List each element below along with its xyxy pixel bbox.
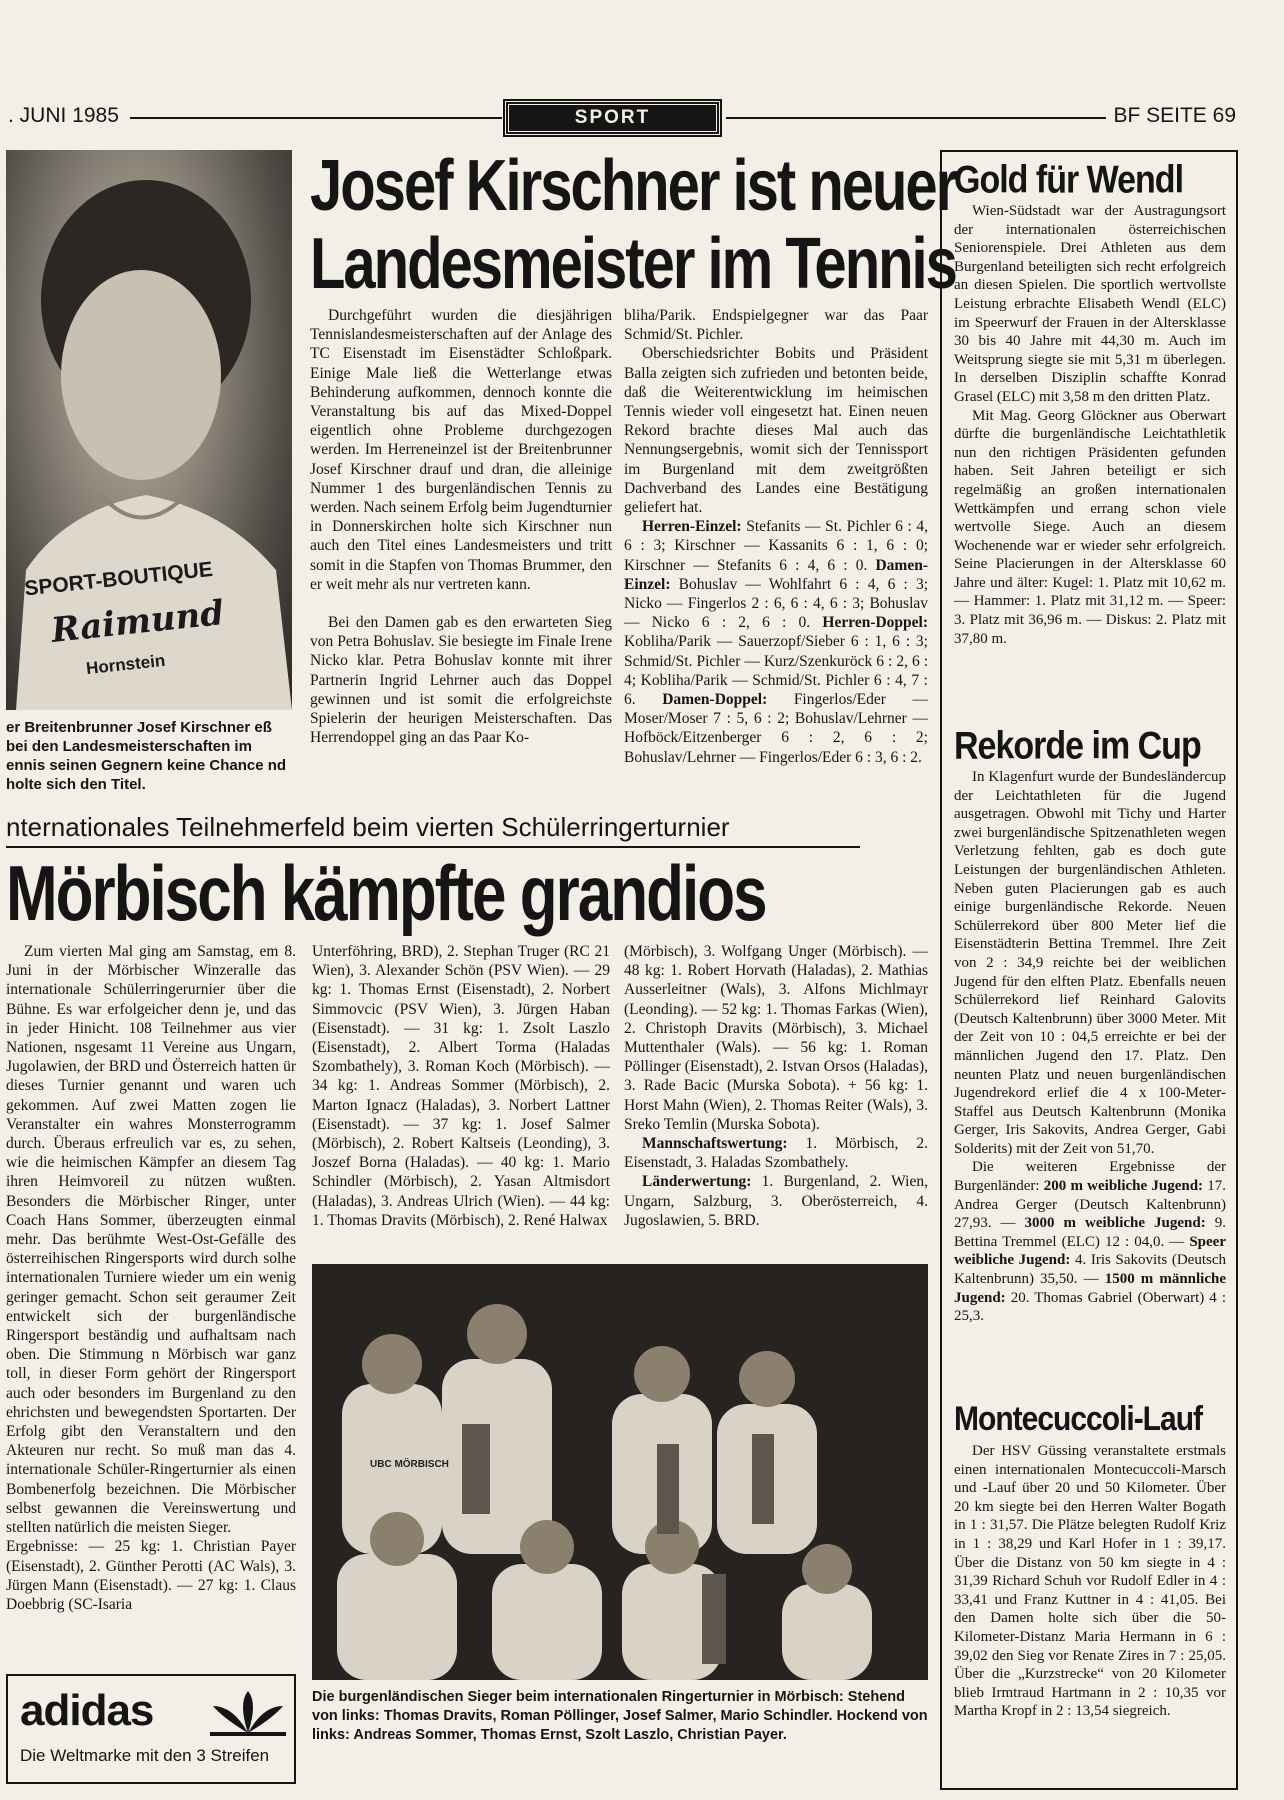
sidebar-montecuccoli-text bbox=[954, 1442, 1226, 1721]
head-8 bbox=[802, 1544, 852, 1594]
header-rule-left bbox=[130, 117, 502, 119]
head-6 bbox=[520, 1520, 574, 1574]
issue-date: . JUNI 1985 bbox=[8, 104, 119, 127]
wrestler-kneeling-1 bbox=[337, 1554, 457, 1680]
head-1 bbox=[362, 1334, 422, 1394]
sidebar-headline-gold: Gold für Wendl bbox=[954, 158, 1184, 202]
tennis-headline-1: Josef Kirschner ist neuer bbox=[310, 145, 957, 227]
adidas-tagline: Die Weltmarke mit den 3 Streifen bbox=[20, 1746, 270, 1765]
result-damen-einzel: Bohuslav — Wohlfahrt 6 : 4, 6 : 3; Nicko — Fingerlos 2 : 6, 6 : 4, 6 : 3; Bohuslav — Nicko 6 : 2, 6 : 0. bbox=[624, 575, 929, 632]
result-herren-einzel: Stefanits — St. Pichler 6 : 4, 6 : 3; Kirschner — Kassanits 6 : 1, 6 : 0; Kirschner — Stefanits 6 : 4, 6 : 0. bbox=[624, 518, 929, 574]
trophy-3 bbox=[752, 1434, 774, 1524]
head-5 bbox=[370, 1512, 424, 1566]
country-ranking-label: Länderwertung: bbox=[642, 1173, 752, 1191]
sidebar-gold-p2: Mit Mag. Georg Glöckner aus Oberwart dürfte die burgenländische Leichtathletik nun den richtigen Präsidenten gefunden haben. Seit Jahren beteiligt er sich regelmäßig an großen internationalen Wettkämpfen und errang schon viele wertvolle Siege. Auch an diesem Wochenende war er wieder sehr erfolgreich. Seine Placierungen in der Altersklasse 60 Jahre und älter: Kugel: 1. Platz mit 10,62 m. — Hammer: 1. Platz mit 31,12 m. — Speer: 3. Platz mit 36,96 m. — Diskus: 2. Platz mit 37,80 m. bbox=[954, 407, 1226, 647]
ringer-headline: Mörbisch kämpfte grandios bbox=[6, 851, 766, 938]
result-speer: 4. Iris Sakovits (Deutsch Kaltenbrunn) 35,50. — bbox=[954, 1252, 1226, 1288]
sidebar-rekorde-p2 bbox=[954, 1158, 1226, 1325]
sidebar-rekorde-text bbox=[954, 768, 1226, 1326]
result-1500m: 20. Thomas Gabriel (Oberwart) 4 : 25,3. bbox=[954, 1289, 1227, 1325]
result-1500m-label: 1500 m männliche Jugend: bbox=[954, 1271, 1227, 1306]
result-label-damen-einzel: Damen-Einzel: bbox=[624, 556, 928, 593]
result-3000m-label: 3000 m weibliche Jugend: bbox=[1024, 1215, 1206, 1232]
result-200m-label: 200 m weibliche Jugend: bbox=[1043, 1178, 1204, 1195]
result-label-herren-einzel: Herren-Einzel: bbox=[642, 518, 742, 536]
ringer-column-2 bbox=[312, 942, 610, 1230]
subhead-rule bbox=[6, 846, 860, 848]
results-intro: Die weiteren Ergebnisse der Burgenländer: bbox=[954, 1159, 1226, 1195]
tennis-player-photo bbox=[6, 150, 292, 710]
trophy-1 bbox=[462, 1424, 490, 1514]
team-ranking-label: Mannschaftswertung: bbox=[642, 1135, 788, 1153]
shirt-print-2: Raimund bbox=[49, 593, 226, 651]
section-label: SPORT bbox=[505, 101, 720, 135]
head-3 bbox=[634, 1346, 690, 1402]
tennis-column-2 bbox=[624, 306, 928, 767]
trophy-4 bbox=[702, 1574, 726, 1664]
team-ranking-value: 1. Mörbisch, 2. Eisenstadt, 3. Haladas Szombathely. bbox=[624, 1135, 929, 1172]
shirt-print-1: SPORT-BOUTIQUE bbox=[23, 557, 214, 601]
wrestlers-photo bbox=[312, 1264, 928, 1680]
result-label-herren-doppel: Herren-Doppel: bbox=[822, 614, 929, 632]
ringer-column-3 bbox=[624, 942, 928, 1230]
ringer-col3-text: (Mörbisch), 3. Wolfgang Unger (Mörbisch). — 48 kg: 1. Robert Horvath (Haladas), 2. Mathias Ausserleitner (Wals), 3. Alfons Michlmayr (Leonding). — 52 kg: 1. Thomas Farkas (Wien), 2. Christoph Dravits (Mörbisch), 3. Michael Muttenthaler (Wals). — 56 kg: 1. Roman Pöllinger (Eisenstadt), 2. Istvan Orsos (Haladas), 3. Rade Bacic (Murska Sobota). + 56 kg: 1. Horst Mahn (Wien), 2. Thomas Reiter (Wals), 3. Sreko Temlin (Murska Sobota). bbox=[624, 943, 928, 1133]
ringer-col1-results: Ergebnisse: — 25 kg: 1. Christian Payer (Eisenstadt), 2. Günther Perotti (AC Wals), 3. Jürgen Mann (Eisenstadt). — 27 kg: 1. Claus Doebbrig (SC-Isaria bbox=[6, 1538, 296, 1613]
result-label-damen-doppel: Damen-Doppel: bbox=[662, 691, 768, 709]
adidas-advertisement bbox=[6, 1674, 296, 1784]
ringer-subheadline: nternationales Teilnehmerfeld beim vierten Schülerringerturnier bbox=[6, 812, 730, 842]
ringer-col2-text: Unterföhring, BRD), 2. Stephan Truger (RC 21 Wien), 3. Alexander Schön (PSV Wien). — 29 kg: 1. Thomas Ernst (Eisenstadt), 2. Norbert Simmovcic (PSV Wien), 3. Jürgen Haban (Eisenstadt). — 31 kg: 1. Zsolt Laszlo (Eisenstadt), 2. Albert Torma (Haladas Szombathely), 3. Roman Koch (Mörbisch). — 34 kg: 1. Andreas Sommer (Mörbisch), 2. Marton Ignacz (Haladas), 3. Norbert Lattner (Eisenstadt). — 37 kg: 1. Josef Salmer (Mörbisch), 2. Robert Kaltseis (Leonding), 3. Joszef Borna (Haladas). — 40 kg: 1. Mario Schindler (Mörbisch), 2. Yasan Altmisdort (Haladas), 3. Andreas Ulrich (Wien). — 44 kg: 1. Thomas Dravits (Mörbisch), 2. René Halwax bbox=[312, 943, 610, 1229]
wrestler-kneeling-4 bbox=[782, 1584, 872, 1680]
tennis-col2-para1: bliha/Parik. Endspielgegner war das Paar Schmid/St. Pichler. bbox=[624, 307, 928, 344]
wrestler-kneeling-2 bbox=[492, 1564, 602, 1680]
sidebar-gold-p1: Wien-Südstadt war der Austragungsort der internationalen österreichischen Seniorenspiele. Drei Athleten aus dem Burgenland beteiligten sich recht erfolgreich an diesen Spielen. Die sportlich wertvollste Leistung erbrachte Elisabeth Wendl (ELC) im Speerwurf der Frauen in der Altersklasse 30 bis 40 Jahre mit 44,30 m. Auch im Weitsprung siegte sie mit 5,31 m überlegen. In derselben Disziplin schaffte Konrad Grasel (ELC) mit 3,58 m den dritten Platz. bbox=[954, 203, 1226, 405]
result-3000m: 9. Bettina Tremmel (ELC) 12 : 04,0. — bbox=[954, 1215, 1227, 1250]
wrestlers-photo-caption: Die burgenländischen Sieger beim internationalen Ringerturnier in Mörbisch: Stehend von links: Thomas Dravits, Roman Pöllinger, Josef Salmer, Mario Schindler. Hockend von links: Andreas Sommer, Thomas Ernst, Szolt Laszlo, Christian Payer. bbox=[312, 1689, 928, 1743]
head-4 bbox=[739, 1351, 795, 1407]
result-herren-doppel: Kobliha/Parik — Sauerzopf/Sieber 6 : 1, 6 : 3; Schmid/St. Pichler — Kurz/Szenkuröck 6 : 2, 6 : 4; Kobliha/Parik — Schmid/St. Pichler 6 : 4, 7 : 6. bbox=[624, 633, 928, 709]
wrestlers-group bbox=[312, 1264, 928, 1680]
ringer-col1-text: Zum vierten Mal ging am Samstag, em 8. Juni in der Mörbischer Winzeralle das internationale Schülerringerurnier über die Bühne. Es war erfolgeicher denn je, und das in jeder Hinicht. 108 Teilnehmer aus vier Nationen, nsgesamt 11 Vereine aus Ungarn, Jugolawien, der BRD und Österreich hatten ür dieses Turnier genannt und waren uch gekommen. Auf zwei Matten zogen lie Veranstalter ein wahres Monsterrogramm durch. Überaus erfreulich var es, zu sehen, wie die heimischen Kämpfer an diesem Tag ihren Heimvoreil zu nützen wußten. Besonders die Mörbischer Ringer, unter Coach Hans Sommer, überzeugten einmal mehr. Das berühmte West-Ost-Gefälle des österreihischen Ringersports wird durch solhe internationalen Turniere wieder um ein wenig geringer gemacht. Schon seit geraumer Zeit entwickelt sich der burgenländische Ringersport beständig und aufhaltsam nach oben. Die Stimmung n Mörbisch war ganz toll, in dieser Form gehört der Ringersport auch oder besonders im Burgenland zu den ehrichsten und bewegendsten Sportarten. Der Erfolg gibt den Veranstaltern und den Akteuren nur recht. So muß man das 4. internationale Schüler-Ringerturnier als einen Bombenerfolg bezeichnen. Die Mörbischer selbst gewannen die Vereinswertung und stellten natürlich die meisten Sieger. bbox=[6, 943, 296, 1537]
tennis-col1-para2: Bei den Damen gab es den erwarteten Sieg von Petra Bohuslav. Sie besiegte im Finale Irene Nicko klar. Petra Bohuslav konnte mit ihrer Partnerin Ingrid Lehrner auch das Doppel gewinnen und ist somit die erfolgreichste Spielerin der heurigen Meisterschaften. Das Herrendoppel ging an das Paar Ko- bbox=[310, 614, 612, 747]
country-ranking-value: 1. Burgenland, 2. Wien, Ungarn, Salzburg, 3. Oberösterreich, 4. Jugoslawien, 5. BRD. bbox=[624, 1173, 928, 1229]
ringer-column-1 bbox=[6, 942, 296, 1614]
result-200m: 17. Andrea Gerger (Deutsch Kaltenbrunn) 27,93. — bbox=[954, 1178, 1227, 1232]
adidas-logo-text: adidas bbox=[20, 1686, 154, 1735]
tennis-col2-para2: Oberschiedsrichter Bobits und Präsident Balla zeigten sich zufrieden und betonten beide, daß die Weiterentwicklung im heimischen Tennis wieder voll eingesetzt hat. Einen neuen Rekord brachte dieses Mal auch das Nennungsergebnis, womit sich der Tennissport im Burgenland mit dem zweitgrößten Dachverband des Landes eine Bestätigung geliefert hat. bbox=[624, 345, 928, 517]
head-2 bbox=[467, 1304, 527, 1364]
trophy-2 bbox=[657, 1444, 679, 1534]
result-damen-doppel: Fingerlos/Eder — Moser/Moser 7 : 5, 6 : 2; Bohuslav/Lehrner — Hofböck/Eitzenberger 6 : 2, 6 : 2; Bohuslav/Lehrner — Fingerlos/Eder 6 : 3, 6 : 2. bbox=[624, 691, 928, 766]
tennis-results bbox=[624, 517, 928, 767]
sidebar-rekorde-p1: In Klagenfurt wurde der Bundesländercup der Leichtathleten für die Jugend ausgetragen. Obwohl mit Tichy und Harter zwei burgenländische Spitzenathleten wegen Verletzung fehlten, gab es doch gute Leistungen der burgenländischen Athleten. Neben guten Placierungen gab es auch einige burgenländische Rekorde. Neuen Schülerrekord über 800 Meter lief die Eisenstädterin Bettina Tremmel. Ihre Zeit von 2 : 34,9 reichte bei der weiblichen Jugend für den elften Platz. Ebenfalls neuen Schülerrekord lief Reinhard Galovits (Deutsch Kaltenbrunn) über 3000 Meter. Mit der Zeit von 10 : 04,5 erreichte er bei der männlichen Jugend den 17. Platz. Den neunten Platz und neuen burgenländischen Jugendrekord erlief die 4 x 100-Meter-Staffel aus Deutsch Kaltenbrunn (Monika Gerger, Iris Sakovits, Andrea Gerger, Gabi Solderits) mit der Zeit von 51,70. bbox=[954, 769, 1226, 1157]
tennis-photo-caption: er Breitenbrunner Josef Kirschner eß bei den Landesmeisterschaften im ennis seinen Gegnern keine Chance nd holte sich den Titel. bbox=[6, 719, 287, 793]
tennis-col1-para1: Durchgeführt wurden die diesjährigen Tennislandesmeisterschaften auf der Anlage des TC Eisenstadt im Eisenstädter Schloßpark. Einige Male ließ die Wetterlange etwas Behinderung aufkommen, dennoch konnte die Veranstaltung bis auf das Mixed-Doppel eigentlich ohne Probleme durchgezogen werden. Im Herreneinzel ist der Breitenbrunner Josef Kirschner drauf und dran, die alleinige Nummer 1 des burgenländischen Tennis zu werden. Nach seinem Erfolg beim Jugendturnier in Donnerskirchen holte sich Kirschner nun auch den Titel eines Landesmeisters und tritt somit in die Stapfen von Thomas Brummer, den er weit mehr als nur vertreten kann. bbox=[310, 307, 612, 593]
page-header bbox=[0, 100, 1284, 136]
face-shape bbox=[61, 270, 221, 480]
sidebar-montecuccoli-p1: Der HSV Güssing veranstaltete erstmals einen internationalen Montecuccoli-Marsch und -Lauf über 20 und 50 Kilometer. Über 20 km siegte bei den Herren Walter Bogath in 1 : 31,57. Die Plätze belegten Rudolf Kriz in 1 : 38,29 und Karl Hofer in 1 : 39,17. Über die Distanz von 50 km siegte in 4 : 31,39 Richard Schuh vor Rudolf Edler in 4 : 33,41 und Franz Kuttner in 4 : 41,05. Bei den Damen holte sich über die 50-Kilometer-Distanz Maria Hermann in 6 : 39,02 den Sieg vor Renate Zires in 7 : 25,05. Über die „Kurzstrecke“ von 20 Kilometer blieb Irmtraud Hartmann in 2 : 10,35 vor Martha Kropf in 2 : 13,54 siegreich. bbox=[954, 1443, 1226, 1720]
result-speer-label: Speer weibliche Jugend: bbox=[954, 1233, 1226, 1269]
sidebar-gold-text bbox=[954, 202, 1226, 648]
sidebar-box bbox=[940, 150, 1238, 1790]
sidebar-headline-montecuccoli: Montecuccoli-Lauf bbox=[954, 1400, 1203, 1438]
tennis-column-1 bbox=[310, 306, 612, 747]
ringer-country-ranking bbox=[624, 1172, 928, 1230]
tennis-headline-2: Landesmeister im Tennis bbox=[310, 223, 956, 305]
page-number: BF SEITE 69 bbox=[1113, 104, 1236, 127]
shirt-print-3: Hornstein bbox=[85, 650, 167, 679]
ringer-team-ranking bbox=[624, 1134, 928, 1172]
jacket-print: UBC MÖRBISCH bbox=[370, 1459, 449, 1470]
header-rule-right bbox=[726, 117, 1106, 119]
adidas-trefoil-icon bbox=[208, 1688, 288, 1738]
sidebar-headline-rekorde: Rekorde im Cup bbox=[954, 724, 1201, 768]
